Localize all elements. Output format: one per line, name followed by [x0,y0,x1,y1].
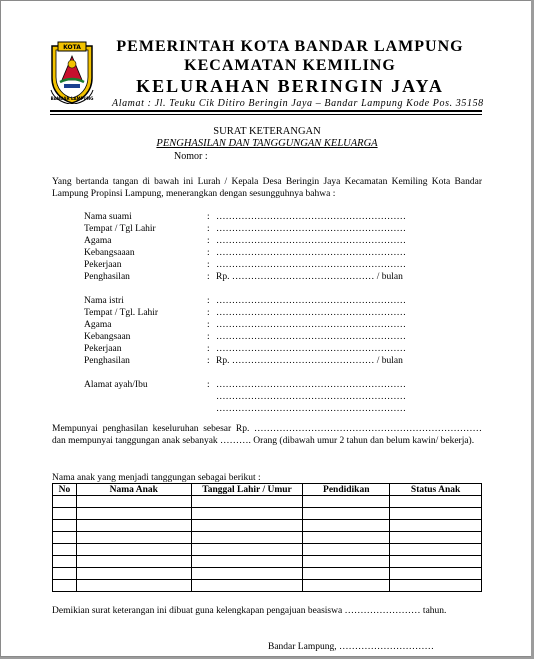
header-rule-thin [50,114,482,115]
field-colon: : [207,356,210,366]
income-paragraph: Mempunyai penghasilan keseluruhan sebesar Rp. ……………………………………………………………… dan mempunyai tanggungan anak sebanyak ………. Orang (dibawah umur 2 tahun dan belum kawin/ bekerja). [52,424,482,446]
field-value: Rp. ……………………………………… / bulan [216,356,403,366]
table-cell [303,496,390,508]
table-row [53,508,482,520]
table-cell [191,544,303,556]
column-header: Tanggal Lahir / Umur [191,484,303,496]
table-row [53,568,482,580]
table-cell [76,544,191,556]
table-cell [390,508,482,520]
table-cell [76,520,191,532]
table-cell [191,580,303,592]
header-line-1: PEMERINTAH KOTA BANDAR LAMPUNG [116,38,464,55]
field-colon: : [207,320,210,330]
table-cell [390,556,482,568]
field-colon: : [207,332,210,342]
table-row [53,520,482,532]
table-cell [53,532,77,544]
table-cell [191,508,303,520]
field-label: Alamat ayah/Ibu [84,380,148,390]
table-cell [303,556,390,568]
field-value: …………………………………………………… [216,380,406,390]
field-label: Pekerjaan [84,260,122,270]
table-row [53,556,482,568]
table-cell [303,508,390,520]
field-value: …………………………………………………… [216,248,406,258]
table-cell [53,568,77,580]
logo-bottom-text: BANDAR LAMPUNG [50,96,94,101]
header-line-2: KECAMATAN KEMILING [184,57,396,74]
table-cell [53,496,77,508]
table-cell [191,556,303,568]
field-colon: : [207,212,210,222]
table-row [53,544,482,556]
table-cell [53,520,77,532]
field-label: Penghasilan [84,272,130,282]
table-cell [191,568,303,580]
field-colon: : [207,380,210,390]
field-colon: : [207,344,210,354]
field-value: …………………………………………………… [216,296,406,306]
signature-place-date: Bandar Lampung, ………………………… [268,642,434,652]
field-label: Kebangsaaan [84,248,135,258]
field-value: …………………………………………………… [216,236,406,246]
table-header-row [53,484,482,496]
table-cell [303,580,390,592]
header-rule-thick [50,110,482,112]
logo-top-text: KOTA [63,44,81,51]
table-cell [303,544,390,556]
field-colon: : [207,260,210,270]
field-label: Penghasilan [84,356,130,366]
table-row [53,496,482,508]
table-cell [191,496,303,508]
table-intro: Nama anak yang menjadi tanggungan sebagai berikut : [52,473,261,483]
column-header: Status Anak [390,484,482,496]
field-colon: : [207,236,210,246]
intro-paragraph: Yang bertanda tangan di bawah ini Lurah / Kepala Desa Beringin Jaya Kecamatan Kemiling Kota Bandar Lampung Propinsi Lampung, menerangkan dengan sesungguhnya bahwa : [52,177,482,199]
closing-paragraph: Demikian surat keterangan ini dibuat guna kelengkapan pengajuan beasiswa …………………… tahun. [52,606,447,616]
field-value: …………………………………………………… [216,212,406,222]
city-emblem-icon [48,40,96,104]
field-colon: : [207,272,210,282]
field-label: Pekerjaan [84,344,122,354]
children-table [52,483,482,592]
table-cell [390,580,482,592]
table-cell [76,496,191,508]
table-cell [303,568,390,580]
field-value: Rp. ……………………………………… / bulan [216,272,403,282]
field-value: …………………………………………………… [216,320,406,330]
field-label: Kebangsaan [84,332,131,342]
table-cell [76,580,191,592]
field-label: Tempat / Tgl. Lahir [84,308,159,318]
table-cell [303,532,390,544]
column-header: No [53,484,77,496]
table-cell [390,532,482,544]
table-cell [53,508,77,520]
header-address: Alamat : Jl. Teuku Cik Ditiro Beringin Jaya – Bandar Lampung Kode Pos. 35158 [112,98,484,109]
field-value: …………………………………………………… [216,392,406,402]
table-cell [76,556,191,568]
header-line-3: KELURAHAN BERINGIN JAYA [136,76,444,96]
field-value: …………………………………………………… [216,308,406,318]
table-cell [191,520,303,532]
document-subtitle: PENGHASILAN DAN TANGGUNGAN KELUARGA [156,138,378,149]
table-row [53,580,482,592]
table-cell [390,568,482,580]
table-cell [53,544,77,556]
field-label: Agama [84,320,112,330]
table-cell [191,532,303,544]
field-colon: : [207,308,210,318]
field-value: …………………………………………………… [216,260,406,270]
document-number: Nomor : [174,151,208,162]
table-cell [76,532,191,544]
field-value: …………………………………………………… [216,332,406,342]
field-label: Nama istri [84,296,124,306]
field-label: Tempat / Tgl Lahir [84,224,156,234]
field-value: …………………………………………………… [216,224,406,234]
table-cell [390,520,482,532]
field-value: …………………………………………………… [216,404,406,414]
field-colon: : [207,248,210,258]
field-value: …………………………………………………… [216,344,406,354]
table-cell [76,568,191,580]
field-label: Agama [84,236,112,246]
field-colon: : [207,224,210,234]
table-cell [76,508,191,520]
column-header: Pendidikan [303,484,390,496]
field-colon: : [207,296,210,306]
table-cell [303,520,390,532]
document-title: SURAT KETERANGAN [213,126,321,137]
column-header: Nama Anak [76,484,191,496]
table-cell [390,496,482,508]
table-cell [53,580,77,592]
table-row [53,532,482,544]
table-cell [390,544,482,556]
field-label: Nama suami [84,212,132,222]
table-cell [53,556,77,568]
